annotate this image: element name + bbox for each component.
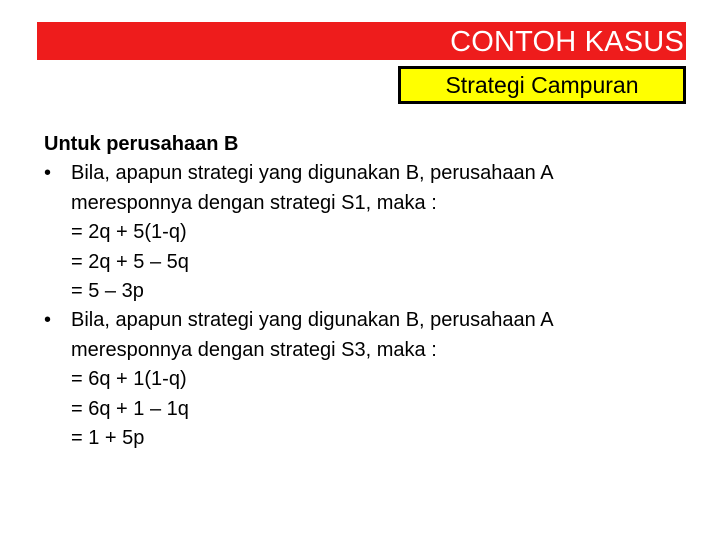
equation-line: = 2q + 5 – 5q [71,250,189,273]
slide-subtitle: Strategi Campuran [401,69,683,101]
bullet-item [44,159,704,188]
bullet-icon: • [44,162,52,185]
bullet-text: Bila, apapun strategi yang digunakan B, perusahaan A [71,162,554,185]
bullet-icon: • [44,309,52,332]
bullet-text-continuation: meresponnya dengan strategi S3, maka : [71,338,437,361]
equation-line: = 5 – 3p [71,280,144,303]
bullet-text-continuation: meresponnya dengan strategi S1, maka : [71,191,437,214]
equation-line: = 6q + 1(1-q) [71,368,187,391]
bullet-text: Bila, apapun strategi yang digunakan B, perusahaan A [71,309,554,332]
slide-title: CONTOH KASUS [450,26,684,58]
equation-line: = 1 + 5p [71,427,145,450]
subtitle-box [398,66,686,104]
bullet-item [44,306,704,335]
equation-line: = 2q + 5(1-q) [71,221,187,244]
slide-body [44,130,704,453]
section-heading: Untuk perusahaan B [44,133,239,155]
equation-line: = 6q + 1 – 1q [71,397,189,420]
title-banner [37,22,686,60]
